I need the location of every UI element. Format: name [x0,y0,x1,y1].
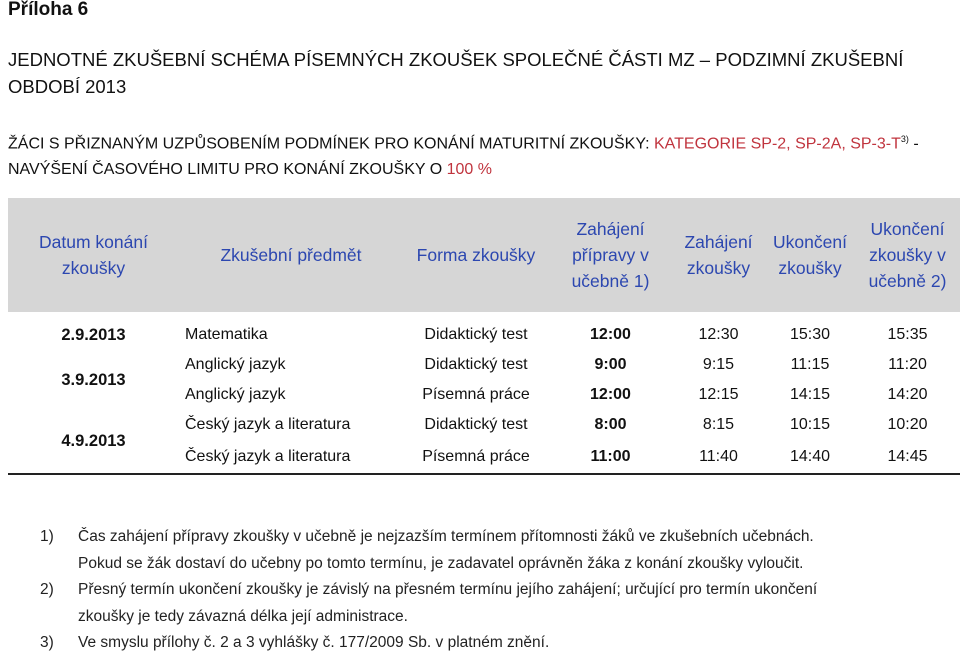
table-row [8,320,960,350]
footnote-text: zkoušky je tedy závazná délka její administrace. [78,607,408,625]
header-exam-start: Zahájení zkoušky [672,198,765,312]
exam-start-cell: 11:40 [699,447,738,465]
appendix-label: Příloha 6 [8,0,89,20]
table-row [8,350,960,380]
subheading-category-ref: 3) [900,134,909,144]
footnote-number: 3) [40,634,54,651]
room-end-cell: 10:20 [887,416,928,433]
exam-start-cell: 12:15 [698,386,739,403]
subject-cell: Anglický jazyk [185,386,286,403]
footnote [40,577,955,604]
exam-end-cell: 15:30 [789,326,831,343]
form-cell: Didaktický test [424,326,528,343]
header-date: Datum konání zkoušky [8,198,179,312]
prep-start-cell: 12:00 [590,326,631,343]
exam-end-cell: 14:15 [789,386,831,403]
prep-start-cell: 9:00 [594,356,627,373]
subject-cell: Matematika [185,326,268,343]
header-room-end: Ukončení zkoušky v učebně 2) [855,198,960,312]
header-exam-end: Ukončení zkoušky [765,198,855,312]
room-end-cell: 14:45 [887,447,928,465]
document-subheading [8,126,953,183]
room-end-cell: 15:35 [887,326,928,343]
table-header-row [8,198,960,312]
subheading-category: KATEGORIE SP-2, SP-2A, SP-3-T [654,135,901,153]
exam-start-cell: 9:15 [702,356,735,373]
subject-cell: Český jazyk a literatura [185,447,351,465]
room-end-cell: 14:20 [887,386,928,403]
subject-cell: Anglický jazyk [185,356,286,373]
form-cell: Písemná práce [422,386,530,403]
footnote-number: 1) [40,528,54,545]
footnotes [40,524,955,657]
document-heading: JEDNOTNÉ ZKUŠEBNÍ SCHÉMA PÍSEMNÝCH ZKOUŠEK SPOLEČNÉ ČÁSTI MZ – PODZIMNÍ ZKUŠEBNÍ OBDOBÍ 2013 [8,49,904,97]
header-prep-start: Zahájení přípravy v učebně 1) [549,198,672,312]
exam-start-cell: 8:15 [702,416,735,433]
subheading-middle: - NAVÝŠENÍ ČASOVÉHO LIMITU PRO KONÁNÍ ZKOUŠKY O [8,135,919,179]
footnote-text: Ve smyslu přílohy č. 2 a 3 vyhlášky č. 177/2009 Sb. v platném znění. [78,634,550,651]
footnote-text: Pokud se žák dostaví do učebny po tomto termínu, je zadavatel oprávněn žáka z konání zkoušky vyloučit. [78,554,804,572]
exam-schedule-table [8,198,960,475]
exam-date: 2.9.2013 [61,325,126,344]
form-cell: Didaktický test [424,416,528,433]
subheading-prefix: ŽÁCI S PŘIZNANÝM UZPŮSOBENÍM PODMÍNEK PRO KONÁNÍ MATURITNÍ ZKOUŠKY: [8,135,654,153]
exam-start-cell: 12:30 [698,326,739,343]
footnote-number: 2) [40,581,54,598]
subject-cell: Český jazyk a literatura [185,416,351,433]
prep-start-cell: 8:00 [594,416,627,433]
prep-start-cell: 11:00 [590,447,631,465]
exam-date: 4.9.2013 [61,432,126,450]
footnote [40,524,955,551]
form-cell: Písemná práce [422,447,530,465]
header-form: Forma zkoušky [403,198,549,312]
header-subject: Zkušební předmět [179,198,403,312]
room-end-cell: 11:20 [888,356,927,373]
footnote [40,630,955,657]
exam-end-cell: 14:40 [789,447,831,465]
table-row [8,410,960,440]
exam-date: 3.9.2013 [61,370,126,389]
footnote-text: Čas zahájení přípravy zkoušky v učebně je nejzazším termínem přítomnosti žáků ve zkušebních učebnách. [78,528,814,545]
subheading-percent: 100 % [446,161,492,179]
exam-end-cell: 10:15 [789,416,831,433]
prep-start-cell: 12:00 [590,386,631,403]
form-cell: Didaktický test [424,356,528,373]
footnote-text: Přesný termín ukončení zkoušky je závislý na přesném termínu jejího zahájení; určující pro termín ukončení [78,581,818,598]
exam-end-cell: 11:15 [790,356,830,373]
